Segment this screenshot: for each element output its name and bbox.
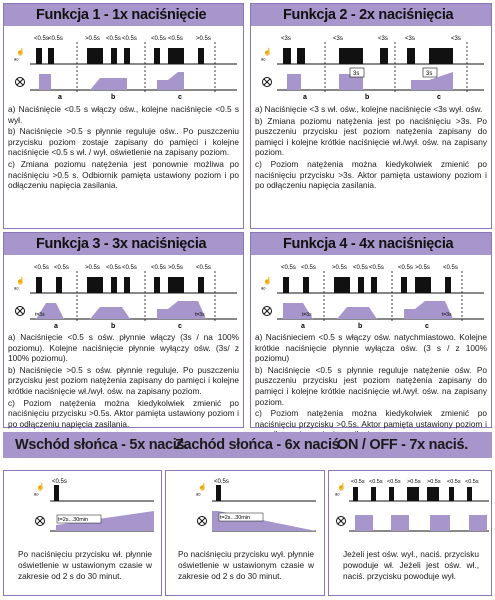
label: <0.5s bbox=[52, 479, 67, 485]
label: <0.5s bbox=[301, 265, 316, 271]
label: >0.5s bbox=[196, 36, 211, 42]
section-label: b bbox=[111, 94, 116, 100]
button-press-icon: ☝ bbox=[16, 49, 25, 56]
label: <0.5s bbox=[351, 479, 365, 485]
sublabel: t=2s...30min bbox=[220, 515, 251, 521]
panel-title-f6: Zachód słońca - 6x naciś. bbox=[175, 437, 344, 453]
label: <0.5s bbox=[387, 479, 401, 485]
label: <0.5s bbox=[168, 36, 183, 42]
description-line: c) Poziom natężenia można kiedykolwiek zmienić po naciśnięciu przycisku >0.5s. Aktor pamięta ustawiony poziom i bbox=[255, 408, 487, 429]
label: <0.5s bbox=[106, 265, 121, 271]
label: <0.5s bbox=[369, 479, 383, 485]
timing-diagram-f2 bbox=[255, 30, 488, 100]
panel-function-2 bbox=[250, 3, 492, 229]
section-label: c bbox=[178, 94, 182, 100]
panel-title: Funkcja 1 - 1x naciśnięcie bbox=[36, 7, 207, 23]
button-press-icon: ☝ bbox=[263, 278, 272, 285]
description bbox=[255, 104, 487, 192]
label: <0.5s bbox=[48, 36, 63, 42]
label: >0.5s bbox=[427, 479, 441, 485]
timing-diagram-f4 bbox=[255, 259, 488, 329]
description-line: a) Naciśnieciem <0.5 s włączy ośw. natychmiastowo. Kolejne krótkie naciśnięcie płynnie wyłącza ośw. (3 s / z 100% poziomu) bbox=[255, 332, 487, 364]
panel-function-7 bbox=[328, 470, 492, 596]
label: <0.5s bbox=[34, 265, 49, 271]
hand-icon: ᵃᵒ bbox=[34, 493, 39, 499]
section-label: c bbox=[437, 94, 441, 100]
panel-header bbox=[251, 233, 491, 255]
panel-function-1 bbox=[3, 3, 244, 229]
label: >0.5s bbox=[332, 265, 347, 271]
hand-icon: ᵃᵒ bbox=[196, 493, 201, 499]
description-line: b) Naciśnięcie <0.5 s płynnie reguluje natężenie ośw. Po puszczeniu przycisku jest poziom natężenia zapisany do pamięci i kolejne krótkie naciśnięcie wł./wył. ośw. na zapisany poziom. bbox=[255, 364, 487, 407]
description: Po naciśnięciu przycisku wył. płynnie oświetlenie w ustawionym czasie w zakresie od 2 s do 30 minut. bbox=[178, 549, 314, 581]
label: <0.5s bbox=[106, 36, 121, 42]
label: >0.5s bbox=[168, 265, 183, 271]
sublabel: t=3s bbox=[302, 312, 312, 318]
section-label: c bbox=[178, 323, 182, 329]
bottom-header-band bbox=[3, 432, 492, 458]
description-line: a) Naciśnięcie <3 s wł. ośw., kolejne naciśnięcie <3s wył. ośw. bbox=[255, 104, 483, 114]
label: <0.5s bbox=[281, 265, 296, 271]
label: <0.5s bbox=[214, 479, 229, 485]
description-line: c) Poziom natężenia można kiedykolwiek zmienić po naciśnięciu przycisku >3s. Aktor pamięta ustawiony poziom i po odłączeniu napięcia zasilania. bbox=[255, 158, 487, 191]
description-line: a) Naciśnięcie <0.5 s ośw. płynnie włączy (3s / na 100% poziomu). Kolejne naciśnięcie płynnie wyłączy ośw. (3s/ z 100% poziomu). bbox=[8, 332, 239, 364]
description: Po naciśnięciu przycisku wł. płynnie oświetlenie w ustawionym czasie w zakresie od 2 s do 30 minut. bbox=[18, 549, 152, 581]
panel-header bbox=[4, 233, 243, 255]
button-press-icon: ☝ bbox=[36, 484, 45, 491]
panel-header bbox=[251, 4, 491, 26]
label: >0.5s bbox=[415, 265, 430, 271]
section-label: c bbox=[425, 323, 429, 329]
label: >0.5s bbox=[85, 36, 100, 42]
description-line: b) Zmiana poziomu natężenia jest po naciśnięciu >3s. Po puszczeniu przycisku jest poziom natężenia zapisany do pamięci i kolejne krótkie naciśnięcie wł./wył. ośw. na zapisany poziom. bbox=[255, 115, 487, 158]
section-label: a bbox=[58, 94, 62, 100]
panel-function-3 bbox=[3, 232, 244, 428]
section-label: b bbox=[358, 323, 363, 329]
sublabel: t=3s bbox=[442, 312, 452, 318]
panel-function-6 bbox=[165, 470, 325, 596]
sublabel: 3s bbox=[353, 71, 360, 77]
description bbox=[255, 332, 487, 441]
description-line: c) Poziom natężenia można kiedykolwiek zmienić po naciśnięciu przycisku >0.5s. Aktor pamięta ustawiony poziom i po odłączeniu napięcia zasilania. bbox=[8, 397, 239, 429]
panel-title: Funkcja 2 - 2x naciśnięcia bbox=[283, 7, 454, 23]
panel-function-4 bbox=[250, 232, 492, 428]
section-label: a bbox=[301, 323, 305, 329]
hand-icon: ᵃᵒ bbox=[261, 287, 266, 293]
description bbox=[8, 104, 239, 192]
hand-icon: ᵃᵒ bbox=[261, 58, 266, 64]
button-press-icon: ☝ bbox=[16, 278, 25, 285]
label: <3s bbox=[281, 36, 291, 42]
hand-icon: ᵃᵒ bbox=[14, 58, 19, 64]
section-label: a bbox=[303, 94, 307, 100]
timing-diagram-f7 bbox=[331, 475, 491, 539]
label: <0.5s bbox=[122, 265, 137, 271]
timing-diagram-f1 bbox=[8, 30, 241, 100]
label: <0.5s bbox=[369, 265, 384, 271]
sublabel: t=2s...30min bbox=[58, 517, 89, 523]
hand-icon: ᵃᵒ bbox=[14, 287, 19, 293]
label: <0.5s bbox=[443, 265, 458, 271]
panel-title: Funkcja 3 - 3x naciśnięcia bbox=[36, 236, 207, 252]
label: >0.5s bbox=[407, 479, 421, 485]
label: <0.5s bbox=[151, 265, 166, 271]
button-press-icon: ☝ bbox=[337, 484, 346, 491]
hand-icon: ᵃᵒ bbox=[335, 493, 340, 499]
description bbox=[8, 332, 239, 430]
section-label: a bbox=[54, 323, 58, 329]
label: <0.5s bbox=[398, 265, 413, 271]
label: <3s bbox=[405, 36, 415, 42]
button-press-icon: ☝ bbox=[198, 484, 207, 491]
label: <0.5s bbox=[122, 36, 137, 42]
label: <0.5s bbox=[196, 265, 211, 271]
label: <3s bbox=[451, 36, 461, 42]
panel-title-f7: ON / OFF - 7x naciś. bbox=[337, 437, 468, 453]
timing-diagram-f5 bbox=[8, 475, 158, 539]
label: <3s bbox=[378, 36, 388, 42]
timing-diagram-f3 bbox=[8, 259, 241, 329]
description-line: a) Naciśnięcie <0.5 s włączy ośw., kolejne naciśnięcie <0.5 s wył. bbox=[8, 104, 239, 125]
panel-title: Funkcja 4 - 4x naciśnięcia bbox=[283, 236, 454, 252]
label: <0.5s bbox=[353, 265, 368, 271]
label: <0.5s bbox=[447, 479, 461, 485]
label: <0.5s bbox=[54, 265, 69, 271]
sublabel: t=3s bbox=[195, 312, 205, 318]
panel-title-f5: Wschód słońca - 5x naciś. bbox=[15, 437, 188, 453]
button-press-icon: ☝ bbox=[263, 49, 272, 56]
label: <3s bbox=[333, 36, 343, 42]
sublabel: t=3s bbox=[35, 312, 45, 318]
timing-diagram-f6 bbox=[170, 475, 320, 539]
section-label: b bbox=[365, 94, 370, 100]
panel-header bbox=[4, 4, 243, 26]
description-line: b) Naciśnięcie >0.5 s płynnie reguluje ośw.. Po puszczeniu przycisku poziom zostaje zapisany do pamięci i kolejne naciśnięcie <0.5 s wł. / wył. oświetlenie na zapisany poziom. bbox=[8, 126, 239, 158]
section-label: b bbox=[111, 323, 116, 329]
panel-function-5 bbox=[3, 470, 162, 596]
description-line: c) Zmiana poziomu natężenia jest ponownie możliwa po naciśnięciu >0.5 s. Odbiornik pamięta ustawiony poziom i po odłączeniu napięcia zasilania. bbox=[8, 158, 239, 191]
label: <0.5s bbox=[151, 36, 166, 42]
description: Jeżeli jest ośw. wył., naciś. przycisku powoduje wł. Jeżeli jest ośw. wł., naciś. przycisku powoduje wył. bbox=[343, 549, 479, 581]
label: >0.5s bbox=[85, 265, 100, 271]
label: <0.5s bbox=[465, 479, 479, 485]
sublabel: 3s bbox=[426, 71, 433, 77]
label: <0.5s bbox=[34, 36, 49, 42]
description-line: b) Naciśnięcie >0.5 s ośw. płynnie reguluje. Po puszczeniu przycisku jest poziom natężenia zapisany do pamięci i kolejne krótkie naciśnięcie wł./wył. ośw. na zapisany poziom. bbox=[8, 364, 239, 396]
